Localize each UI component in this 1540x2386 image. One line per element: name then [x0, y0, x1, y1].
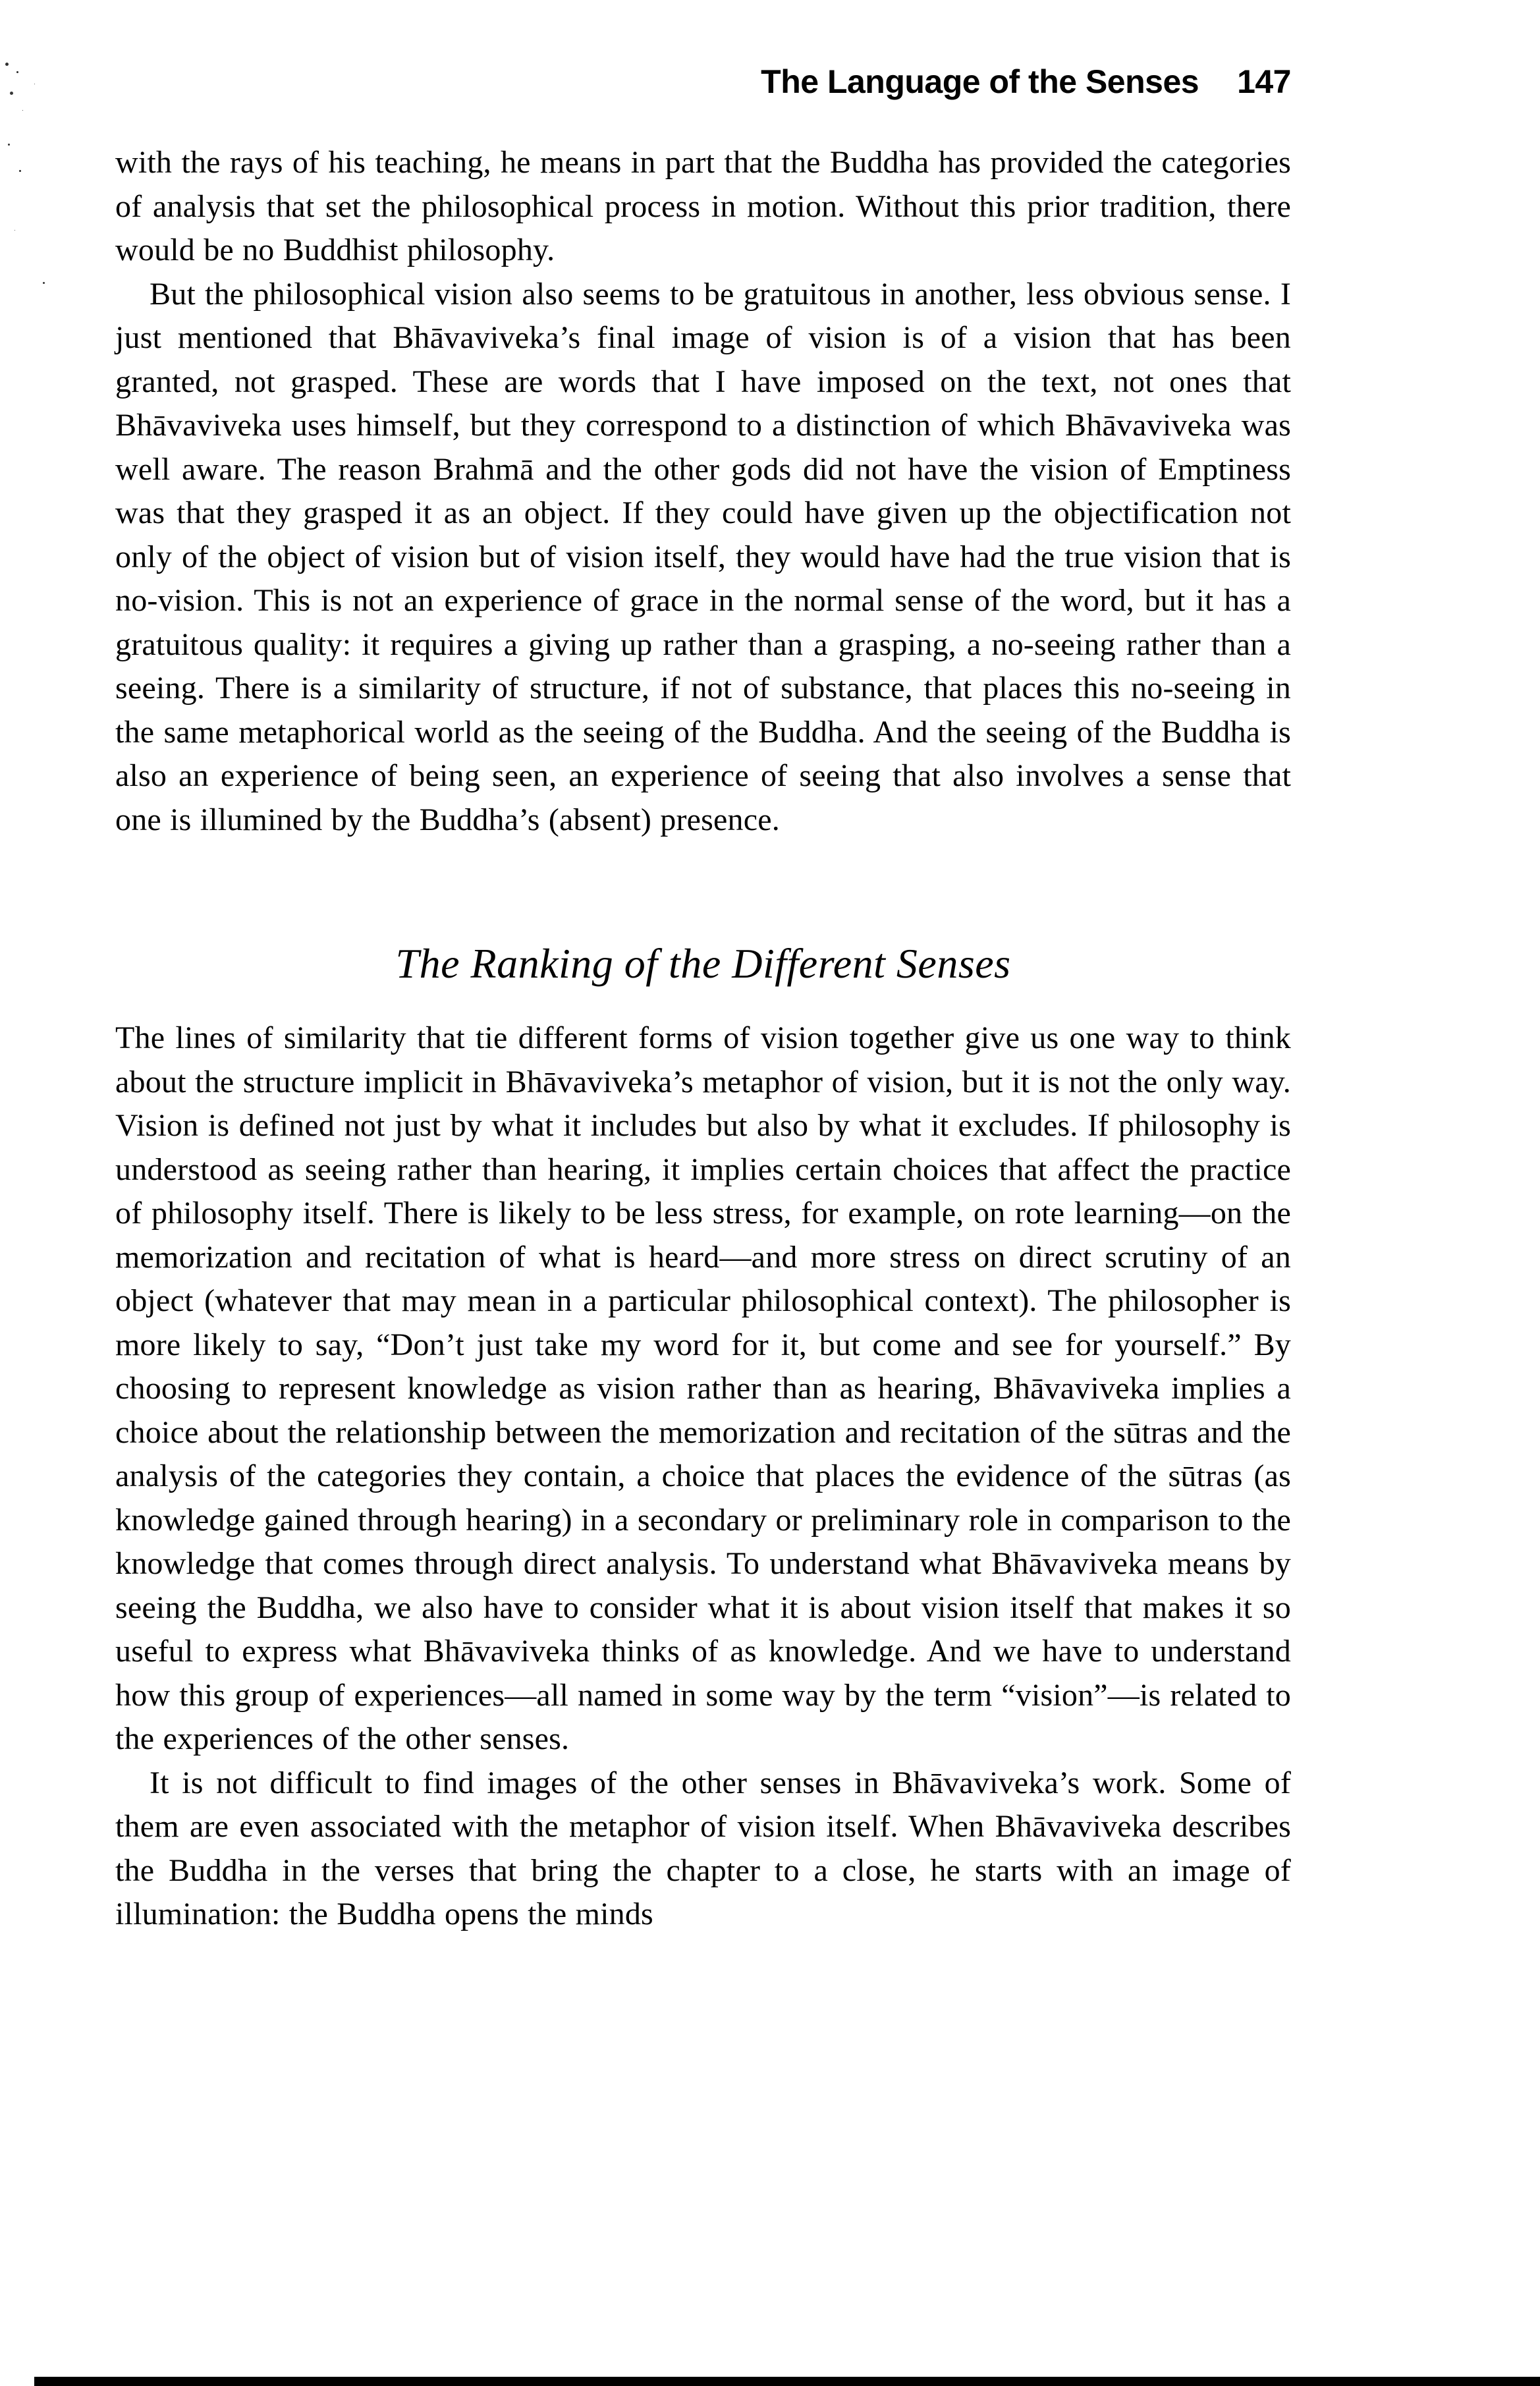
scan-edge-bar: [34, 2377, 1540, 2386]
paragraph: The lines of similarity that tie different forms of vision together give us one way to think about the structure implicit in Bhāvaviveka’s metaphor of vision, but it is not the only way. Vision is defined not just by what it includes but also by what it excludes. If philosophy is understood as seeing rather than hearing, it implies certain choices that affect the practice of philosophy itself. There is likely to be less stress, for example, on rote learning—on the memorization and recitation of what is heard—and more stress on direct scrutiny of an object (whatever that may mean in a particular philosophical context). The philosopher is more likely to say, “Don’t just take my word for it, but come and see for yourself.” By choosing to represent knowledge as vision rather than as hearing, Bhāvaviveka implies a choice about the relationship between the memorization and recitation of the sūtras and the analysis of the categories they contain, a choice that places the evidence of the sūtras (as knowledge gained through hearing) in a secondary or preliminary role in comparison to the knowledge that comes through direct analysis. To understand what Bhāvaviveka means by seeing the Buddha, we also have to consider what it is about vision itself that makes it so useful to express what Bhāvaviveka thinks of as knowledge. And we have to understand how this group of experiences—all named in some way by the term “vision”—is related to the experiences of the other senses.: [115, 1020, 1291, 1756]
page-body: [115, 141, 1291, 1937]
paragraph: It is not difficult to find images of the other senses in Bhāvaviveka’s work. Some of them are even associated with the metaphor of vision itself. When Bhāvaviveka describes the Buddha in the verses that bring the chapter to a close, he starts with an image of illumination: the Buddha opens the minds: [115, 1765, 1291, 1931]
running-head: [115, 63, 1291, 100]
scan-noise-speckles: [5, 63, 9, 66]
page-number: 147: [1237, 63, 1291, 100]
paragraph: But the philosophical vision also seems to be gratuitous in another, less obvious sense. I just mentioned that Bhāvaviveka’s final image of vision is of a vision that has been granted, not grasped. These are words that I have imposed on the text, not ones that Bhāvaviveka uses himself, but they correspond to a distinction of which Bhāvaviveka was well aware. The reason Brahmā and the other gods did not have the vision of Emptiness was that they grasped it as an object. If they could have given up the objectification not only of the object of vision but of vision itself, they would have had the true vision that is no-vision. This is not an experience of grace in the normal sense of the word, but it has a gratuitous quality: it requires a giving up rather than a grasping, a no-seeing rather than a seeing. There is a similarity of structure, if not of substance, that places this no-seeing in the same metaphorical world as the seeing of the Buddha. And the seeing of the Buddha is also an experience of being seen, an experience of seeing that also involves a sense that one is illumined by the Buddha’s (absent) presence.: [115, 276, 1291, 837]
running-head-title: The Language of the Senses: [761, 63, 1199, 100]
paragraph: with the rays of his teaching, he means in part that the Buddha has provided the categories of analysis that set the philosophical process in motion. Without this prior tradition, there would be no Buddhist philosophy.: [115, 145, 1291, 267]
section-heading: The Ranking of the Different Senses: [395, 940, 1011, 987]
